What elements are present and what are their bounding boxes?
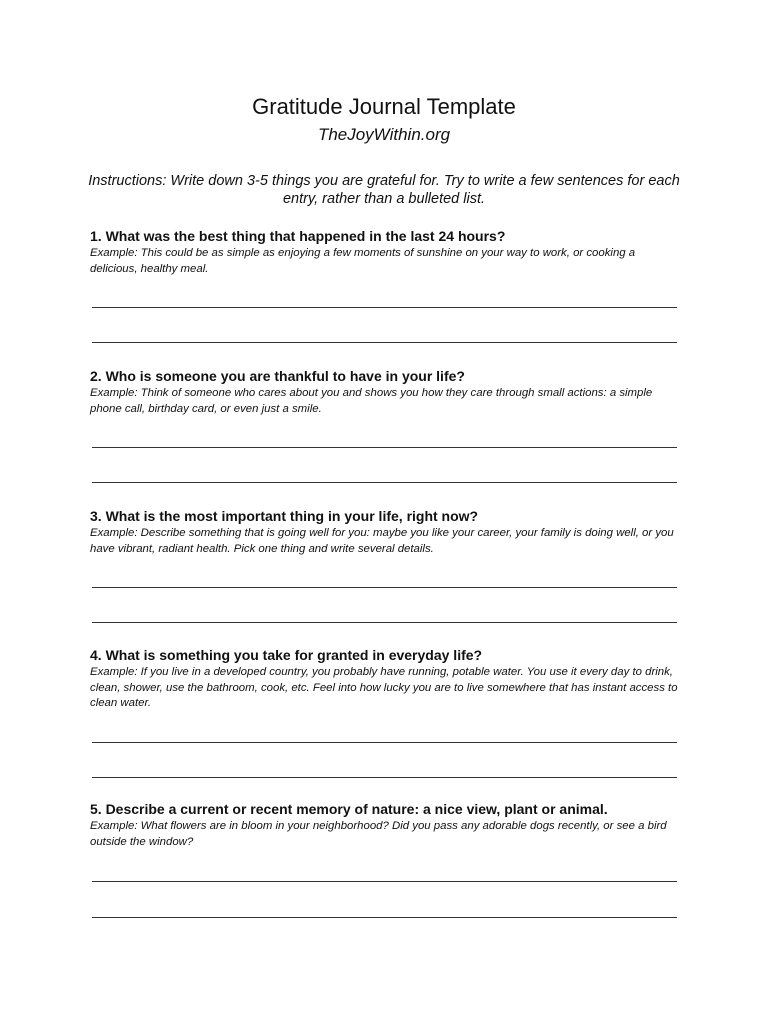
- journal-section-5: [90, 800, 680, 850]
- answer-line-3a[interactable]: [92, 587, 677, 588]
- page-title: Gratitude Journal Template: [252, 94, 516, 119]
- question-1: 1. What was the best thing that happened in the last 24 hours?: [90, 228, 506, 244]
- question-4: 4. What is something you take for granted in everyday life?: [90, 647, 483, 663]
- example-4: Example: If you live in a developed country, you probably have running, potable water. You use it every day to drink, clean, shower, use the bathroom, cook, etc. Feel into how lucky you are to live somewhere that has instant access to clean water.: [90, 666, 678, 709]
- example-5: Example: What flowers are in bloom in your neighborhood? Did you pass any adorable dogs recently, or see a bird outside the window?: [90, 820, 667, 848]
- answer-line-1b[interactable]: [92, 342, 677, 343]
- question-3: 3. What is the most important thing in your life, right now?: [90, 508, 479, 524]
- example-1: Example: This could be as simple as enjoying a few moments of sunshine on your way to work, or cooking a delicious, healthy meal.: [90, 247, 636, 275]
- journal-section-2: [90, 367, 680, 417]
- question-5: 5. Describe a current or recent memory of nature: a nice view, plant or animal.: [90, 801, 608, 817]
- example-3: Example: Describe something that is going well for you: maybe you like your career, your family is doing well, or you have vibrant, radiant health. Pick one thing and write several details.: [90, 527, 674, 555]
- journal-section-3: [90, 507, 680, 557]
- answer-line-2a[interactable]: [92, 447, 677, 448]
- answer-line-4b[interactable]: [92, 777, 677, 778]
- journal-section-1: [90, 227, 680, 277]
- site-name: TheJoyWithin.org: [317, 125, 451, 144]
- instructions-text: Instructions: Write down 3-5 things you are grateful for. Try to write a few sentences for each entry, rather than a bulleted list.: [88, 173, 680, 207]
- answer-line-4a[interactable]: [92, 742, 677, 743]
- question-2: 2. Who is someone you are thankful to have in your life?: [90, 368, 465, 384]
- answer-line-5b[interactable]: [92, 917, 677, 918]
- answer-line-1a[interactable]: [92, 307, 677, 308]
- answer-line-5a[interactable]: [92, 881, 677, 882]
- answer-line-3b[interactable]: [92, 622, 677, 623]
- example-2: Example: Think of someone who cares about you and shows you how they care through small actions: a simple phone call, birthday card, or even just a smile.: [90, 387, 653, 415]
- journal-section-4: [90, 646, 680, 712]
- answer-line-2b[interactable]: [92, 482, 677, 483]
